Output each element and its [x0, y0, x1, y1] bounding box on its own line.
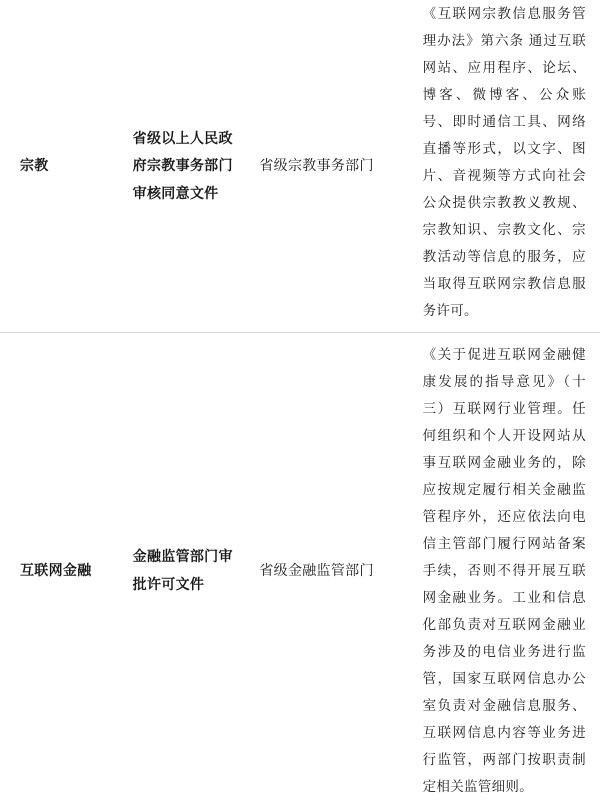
- table-cell-document: [123, 333, 246, 808]
- table-cell-category: [0, 0, 123, 332]
- table-cell-basis: [413, 333, 600, 808]
- table-cell-department: [245, 333, 412, 808]
- category-label: 互联网金融: [20, 561, 92, 578]
- table-row: [0, 333, 600, 808]
- table-row: [0, 0, 600, 332]
- table-cell-basis: [413, 0, 600, 332]
- department-label: 省级金融监管部门: [259, 561, 374, 578]
- document-label: 省级以上人民政府宗教事务部门审核同意文件: [132, 130, 233, 201]
- document-label: 金融监管部门审批许可文件: [132, 548, 233, 592]
- basis-text: 《关于促进互联网金融健康发展的指导意见》（十三）互联网行业管理。任何组织和个人开设网站从事互联网金融业务的，除应按规定履行相关金融监管程序外，还应依法向电信主管部门履行网站备案手续，否则不得开展互联网金融业务。工业和信息化部负责对互联网金融业务涉及的电信业务进行监管，国家互联网信息办公室负责对金融信息服务、互联网信息内容等业务进行监管，两部门按职责制定相关监管细则。: [422, 347, 586, 794]
- table-cell-category: [0, 333, 123, 808]
- basis-text: 《互联网宗教信息服务管理办法》第六条 通过互联网站、应用程序、论坛、博客、微博客、公众账号、即时通信工具、网络直播等形式，以文字、图片、音视频等方式向社会公众提供宗教教义教规、宗教知识、宗教文化、宗教活动等信息的服务，应当取得互联网宗教信息服务许可。: [422, 6, 586, 318]
- table-cell-document: [123, 0, 246, 332]
- category-label: 宗教: [20, 157, 49, 174]
- table-cell-department: [245, 0, 412, 332]
- department-label: 省级宗教事务部门: [259, 157, 374, 174]
